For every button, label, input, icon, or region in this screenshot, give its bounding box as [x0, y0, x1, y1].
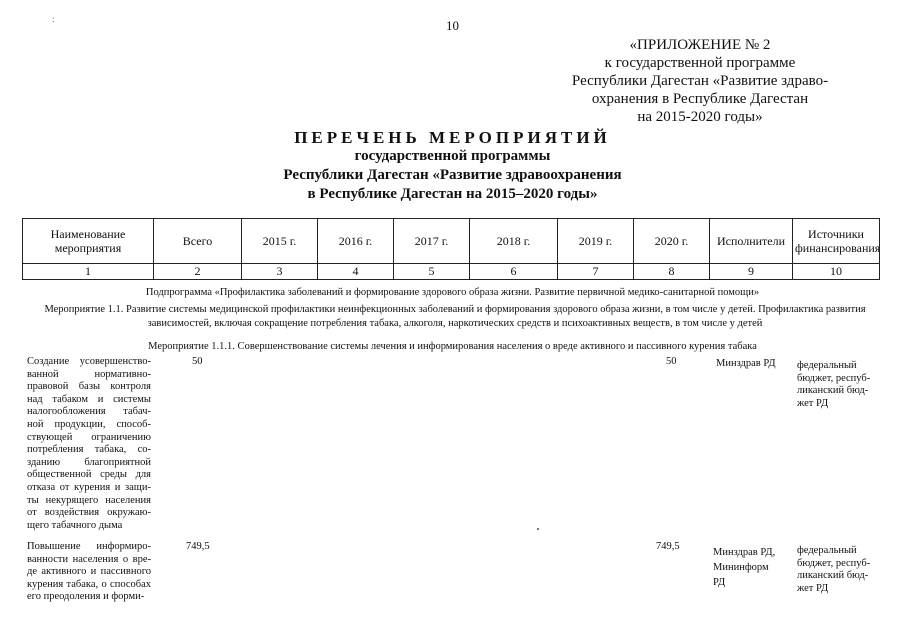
- appendix-block: [560, 36, 840, 126]
- header-cell-2015: 2015 г.: [242, 219, 318, 264]
- description-line: ванности населения о вре-: [27, 553, 151, 565]
- description-line: потребления табака, со-: [27, 444, 151, 456]
- executor: Минздрав РД,: [713, 547, 776, 558]
- description-line: ной продукции, способ-: [27, 418, 151, 430]
- source-line: бюджет, респуб-: [797, 372, 871, 384]
- appendix-line: «ПРИЛОЖЕНИЕ № 2: [629, 37, 771, 53]
- description-line: его преодоления и форми-: [27, 591, 145, 603]
- description-line: общественной среды для: [27, 469, 151, 481]
- row-2-sources: [797, 545, 885, 595]
- column-number: 6: [470, 264, 558, 280]
- document-title: [0, 128, 905, 204]
- activities-table: [22, 218, 880, 280]
- row-1-sources: [797, 360, 885, 410]
- row-1-2020: 50: [666, 356, 677, 367]
- description-line: отказа от курения и защи-: [27, 481, 151, 493]
- description-line: от воздействия окружаю-: [27, 507, 151, 519]
- activity-1-1-1: Мероприятие 1.1.1. Совершенствование системы лечения и информирования населения о вреде активного и пассивного курения табака: [148, 341, 757, 352]
- header-cell-name: Наименование мероприятия: [23, 219, 154, 264]
- row-2-2020: 749,5: [656, 541, 680, 552]
- activity-1-1-line: зависимостей, включая сокращение потребления табака, алкоголя, наркотических средств и психоактивных веществ, в том числе у детей: [147, 318, 763, 329]
- description-line: Создание усовершенство-: [27, 356, 151, 367]
- source-line: федеральный: [797, 545, 857, 556]
- executor: Мининформ: [713, 562, 769, 573]
- appendix-line: на 2015-2020 годы»: [637, 109, 763, 125]
- description-line: Повышение информиро-: [27, 541, 151, 552]
- header-cell-total: Всего: [154, 219, 242, 264]
- row-1-executors: [716, 358, 776, 371]
- description-line: курения табака, о способах: [27, 578, 151, 590]
- source-line: ликанский бюд-: [797, 385, 869, 397]
- description-line: правовой базы контроля: [27, 381, 151, 393]
- header-cell-2017: 2017 г.: [394, 219, 470, 264]
- title-line: государственной программы: [354, 148, 551, 164]
- row-1-description: [27, 356, 151, 532]
- appendix-line: охранения в Республике Дагестан: [591, 91, 809, 107]
- column-number: 7: [558, 264, 634, 280]
- appendix-line: Республики Дагестан «Развитие здраво-: [571, 73, 829, 89]
- header-cell-2018: 2018 г.: [470, 219, 558, 264]
- description-line: над табаком и системы: [27, 393, 151, 405]
- column-number: 5: [394, 264, 470, 280]
- description-line: ты некурящего населения: [27, 494, 151, 506]
- description-line: ванной нормативно-: [27, 368, 151, 380]
- row-2-description: [27, 541, 151, 604]
- header-cell-2019: 2019 г.: [558, 219, 634, 264]
- page-number: 10: [446, 18, 459, 33]
- table-number-row: [23, 264, 880, 280]
- activity-1-1-line: Мероприятие 1.1. Развитие системы медицинской профилактики неинфекционных заболеваний и формирования здорового образа жизни, в том числе у детей. Профилактика развития: [44, 304, 866, 315]
- header-cell-executors: Исполнители: [710, 219, 793, 264]
- row-2-executors: [713, 545, 775, 590]
- column-number: 4: [318, 264, 394, 280]
- column-number: 9: [710, 264, 793, 280]
- header-cell-2016: 2016 г.: [318, 219, 394, 264]
- description-line: щего табачного дыма: [27, 519, 123, 531]
- column-number: 10: [793, 264, 880, 280]
- appendix-line: к государственной программе: [604, 55, 796, 71]
- title-line: в Республике Дагестан на 2015–2020 годы»: [307, 186, 598, 202]
- executor: Минздрав РД: [716, 358, 776, 369]
- row-1-total: 50: [192, 356, 203, 367]
- source-line: федеральный: [797, 360, 857, 371]
- title-heading: ПЕРЕЧЕНЬ МЕРОПРИЯТИЙ: [294, 128, 611, 147]
- column-number: 8: [634, 264, 710, 280]
- source-line: жет РД: [797, 397, 829, 409]
- executor: РД: [713, 577, 726, 588]
- description-line: зданию благоприятной: [27, 456, 151, 468]
- activity-1-1: [30, 303, 880, 331]
- description-line: де активного и пассивного: [27, 566, 151, 578]
- header-cell-2020: 2020 г.: [634, 219, 710, 264]
- title-line: Республики Дагестан «Развитие здравоохранения: [283, 167, 622, 183]
- description-line: ствующей ограничению: [27, 431, 151, 443]
- column-number: 1: [23, 264, 154, 280]
- column-number: 2: [154, 264, 242, 280]
- corner-mark: :: [52, 14, 55, 24]
- scan-speck: [537, 528, 539, 530]
- row-2-total: 749,5: [186, 541, 210, 552]
- header-cell-sources: Источники финансирования: [793, 219, 880, 264]
- source-line: бюджет, респуб-: [797, 557, 871, 569]
- subprogram-title: Подпрограмма «Профилактика заболеваний и формирование здорового образа жизни. Развитие первичной медико-санитарной помощи»: [145, 287, 760, 298]
- source-line: жет РД: [797, 582, 829, 594]
- table-header-row: [23, 219, 880, 264]
- column-number: 3: [242, 264, 318, 280]
- description-line: налогообложения табач-: [27, 406, 151, 418]
- source-line: ликанский бюд-: [797, 570, 869, 582]
